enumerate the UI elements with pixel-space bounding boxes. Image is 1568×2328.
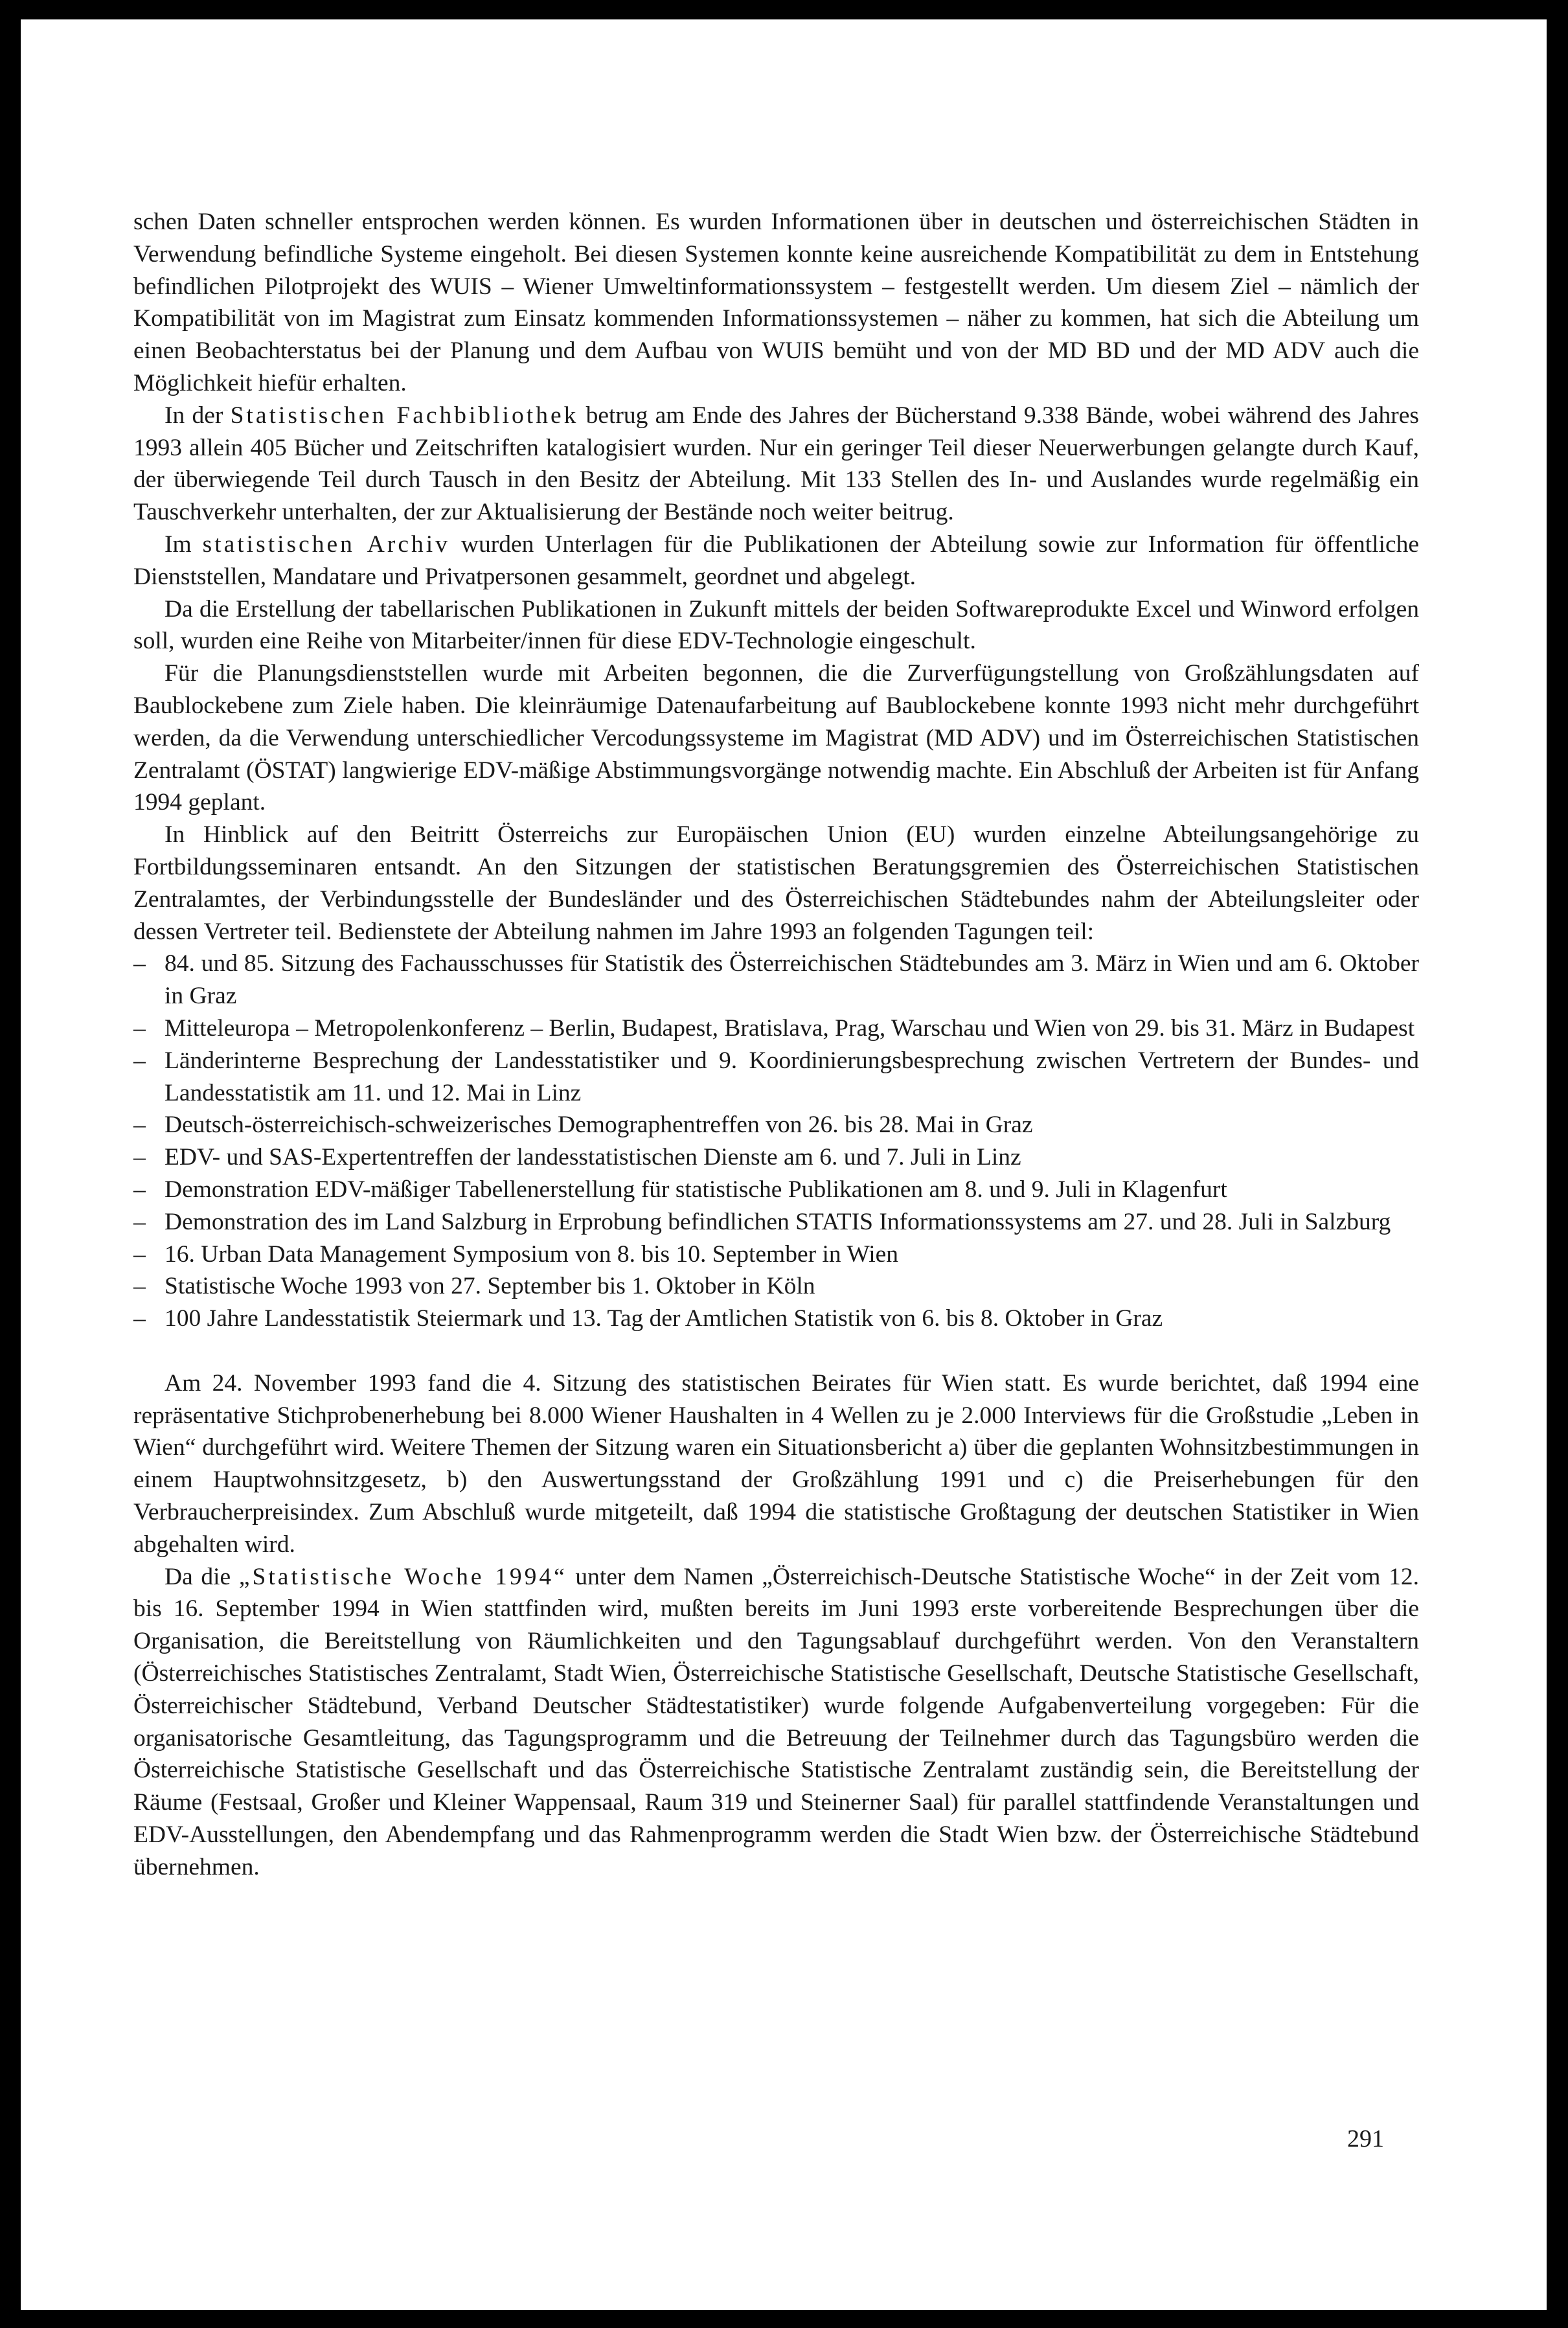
list-item <box>133 1270 1419 1303</box>
list-item-text: EDV- und SAS-Expertentreffen der landesstatistischen Dienste am 6. und 7. Juli in Linz <box>165 1144 1021 1171</box>
spaced-term-statistische-woche: „Statistische Woche 1994“ <box>238 1563 567 1590</box>
list-item <box>133 1045 1419 1110</box>
list-item-text: 84. und 85. Sitzung des Fachausschusses für Statistik des Österreichischen Städtebundes am 3. März in Wien und am 6. Oktober in Graz <box>165 950 1419 1010</box>
list-item-text: Mitteleuropa – Metropolenkonferenz – Berlin, Budapest, Bratislava, Prag, Warschau und Wien von 29. bis 31. März in Budapest <box>165 1014 1415 1042</box>
list-item <box>133 1012 1419 1045</box>
bullet-dash: – <box>133 1014 146 1042</box>
paragraph-8-pre: Da die <box>165 1563 239 1590</box>
paragraph-7: Am 24. November 1993 fand die 4. Sitzung des statistischen Beirates für Wien statt. Es wurde berichtet, daß 1994 eine repräsentative Stichprobenerhebung bei 8.000 Wiener Haushalten in 4 Wellen zu je 2.000 Interviews für die Großstudie „Leben in Wien“ durchgeführt wird. Weitere Themen der Sitzung waren ein Situationsbericht a) über die geplanten Wohnsitzbestimmungen in einem Hauptwohnsitzgesetz, b) den Auswertungsstand der Großzählung 1991 und c) die Preiserhebungen für den Verbraucherpreisindex. Zum Abschluß wurde mitgeteilt, daß 1994 die statistische Großtagung der deutschen Statistiker in Wien abgehalten wird. <box>133 1369 1419 1558</box>
list-item <box>133 1109 1419 1141</box>
bullet-dash: – <box>133 1208 146 1235</box>
paragraph-gap <box>133 1335 1419 1367</box>
list-item-text: 100 Jahre Landesstatistik Steiermark und 13. Tag der Amtlichen Statistik von 6. bis 8. Oktober in Graz <box>165 1305 1163 1332</box>
list-item <box>133 1141 1419 1174</box>
document-page <box>21 19 1547 2310</box>
paragraph-4: Da die Erstellung der tabellarischen Publikationen in Zukunft mittels der beiden Softwareprodukte Excel und Winword erfolgen soll, wurden eine Reihe von Mitarbeiter/innen für diese EDV-Technologie eingeschult. <box>133 595 1419 655</box>
list-item-text: Länderinterne Besprechung der Landesstatistiker und 9. Koordinierungsbesprechung zwischen Vertretern der Bundes- und Landesstatistik am 11. und 12. Mai in Linz <box>165 1047 1419 1106</box>
list-item-text: Demonstration EDV-mäßiger Tabellenerstellung für statistische Publikationen am 8. und 9. Juli in Klagenfurt <box>165 1176 1227 1203</box>
paragraph-3-post: wurden Unterlagen für die Publikationen der Abteilung sowie zur Information für öffentliche Dienststellen, Mandatare und Privatpersonen gesammelt, geordnet und abgelegt. <box>133 531 1419 590</box>
page-number: 291 <box>1347 2125 1384 2152</box>
list-item <box>133 948 1419 1012</box>
list-item-text: Demonstration des im Land Salzburg in Erprobung befindlichen STATIS Informationssystems am 27. und 28. Juli in Salzburg <box>165 1208 1391 1235</box>
list-item <box>133 1174 1419 1206</box>
list-item <box>133 1206 1419 1238</box>
bullet-dash: – <box>133 1305 146 1332</box>
meetings-list <box>133 948 1419 1335</box>
list-item-text: Statistische Woche 1993 von 27. September bis 1. Oktober in Köln <box>165 1273 815 1300</box>
list-item <box>133 1303 1419 1335</box>
bullet-dash: – <box>133 1176 146 1203</box>
bullet-dash: – <box>133 1240 146 1268</box>
spaced-term-fachbibliothek: Statistischen Fachbibliothek <box>230 402 579 429</box>
paragraph-8-post: unter dem Namen „Österreichisch-Deutsche Statistische Woche“ in der Zeit vom 12. bis 16. September 1994 in Wien stattfinden wird, mußten bereits im Juni 1993 erste vorbereitende Besprechungen über die Organisation, die Bereitstellung von Räumlichkeiten und den Tagungsablauf durchgeführt werden. Von den Veranstaltern (Österreichisches Statistisches Zentralamt, Stadt Wien, Österreichische Statistische Gesellschaft, Deutsche Statistische Gesellschaft, Österreichischer Städtebund, Verband Deutscher Städtestatistiker) wurde folgende Aufgabenverteilung vorgegeben: Für die organisatorische Gesamtleitung, das Tagungsprogramm und die Betreuung der Teilnehmer durch das Tagungsbüro werden die Österreichische Statistische Gesellschaft und das Österreichische Statistische Zentralamt zuständig sein, die Bereitstellung der Räume (Festsaal, Großer und Kleiner Wappensaal, Raum 319 und Steinerner Saal) für parallel stattfindende Veranstaltungen und EDV-Ausstellungen, den Abendempfang und das Rahmenprogramm werden die Stadt Wien bzw. der Österreichische Städtebund übernehmen. <box>133 1563 1419 1880</box>
list-item-text: Deutsch-österreichisch-schweizerisches Demographentreffen von 26. bis 28. Mai in Graz <box>165 1112 1033 1139</box>
paragraph-2-pre: In der <box>165 402 231 429</box>
paragraph-6: In Hinblick auf den Beitritt Österreichs zur Europäischen Union (EU) wurden einzelne Abteilungsangehörige zu Fortbildungsseminaren entsandt. An den Sitzungen der statistischen Beratungsgremien des Österreichischen Statistischen Zentralamtes, der Verbindungsstelle der Bundesländer und des Österreichischen Städtebundes nahm der Abteilungsleiter oder dessen Vertreter teil. Bedienstete der Abteilung nahmen im Jahre 1993 an folgenden Tagungen teil: <box>133 821 1419 945</box>
page-content <box>133 206 1419 1884</box>
spaced-term-archiv: statistischen Archiv <box>202 531 450 558</box>
paragraph-2 <box>133 400 1419 529</box>
paragraph-8 <box>133 1561 1419 1884</box>
bullet-dash: – <box>133 950 146 977</box>
paragraph-3-pre: Im <box>165 531 203 558</box>
paragraph-3 <box>133 529 1419 593</box>
paragraph-1: schen Daten schneller entsprochen werden können. Es wurden Informationen über in deutschen und österreichischen Städten in Verwendung befindliche Systeme eingeholt. Bei diesen Systemen konnte keine ausreichende Kompatibilität zu dem in Entstehung befindlichen Pilotprojekt des WUIS – Wiener Umweltinformationssystem – festgestellt werden. Um diesem Ziel – nämlich der Kompatibilität von im Magistrat zum Einsatz kommenden Informationssystemen – näher zu kommen, hat sich die Abteilung um einen Beobachterstatus bei der Planung und dem Aufbau von WUIS bemüht und von der MD BD und der MD ADV auch die Möglichkeit hiefür erhalten. <box>133 209 1419 396</box>
bullet-dash: – <box>133 1144 146 1171</box>
bullet-dash: – <box>133 1047 146 1074</box>
bullet-dash: – <box>133 1112 146 1139</box>
paragraph-2-post: betrug am Ende des Jahres der Bücherstand 9.338 Bände, wobei während des Jahres 1993 allein 405 Bücher und Zeitschriften katalogisiert wurden. Nur ein geringer Teil dieser Neuerwerbungen gelangte durch Kauf, der überwiegende Teil durch Tausch in den Besitz der Abteilung. Mit 133 Stellen des In- und Auslandes wurde regelmäßig ein Tauschverkehr unterhalten, der zur Aktualisierung der Bestände noch weiter beitrug. <box>133 402 1419 526</box>
list-item-text: 16. Urban Data Management Symposium von 8. bis 10. September in Wien <box>165 1240 899 1268</box>
bullet-dash: – <box>133 1273 146 1300</box>
paragraph-5: Für die Planungsdienststellen wurde mit Arbeiten begonnen, die die Zurverfügungstellung von Großzählungsdaten auf Baublockebene zum Ziele haben. Die kleinräumige Datenaufarbeitung auf Baublockebene konnte 1993 nicht mehr durchgeführt werden, da die Verwendung unterschiedlicher Vercodungssysteme im Magistrat (MD ADV) und im Österreichischen Statistischen Zentralamt (ÖSTAT) langwierige EDV-mäßige Abstimmungsvorgänge notwendig machte. Ein Abschluß der Arbeiten ist für Anfang 1994 geplant. <box>133 660 1419 816</box>
list-item <box>133 1238 1419 1271</box>
